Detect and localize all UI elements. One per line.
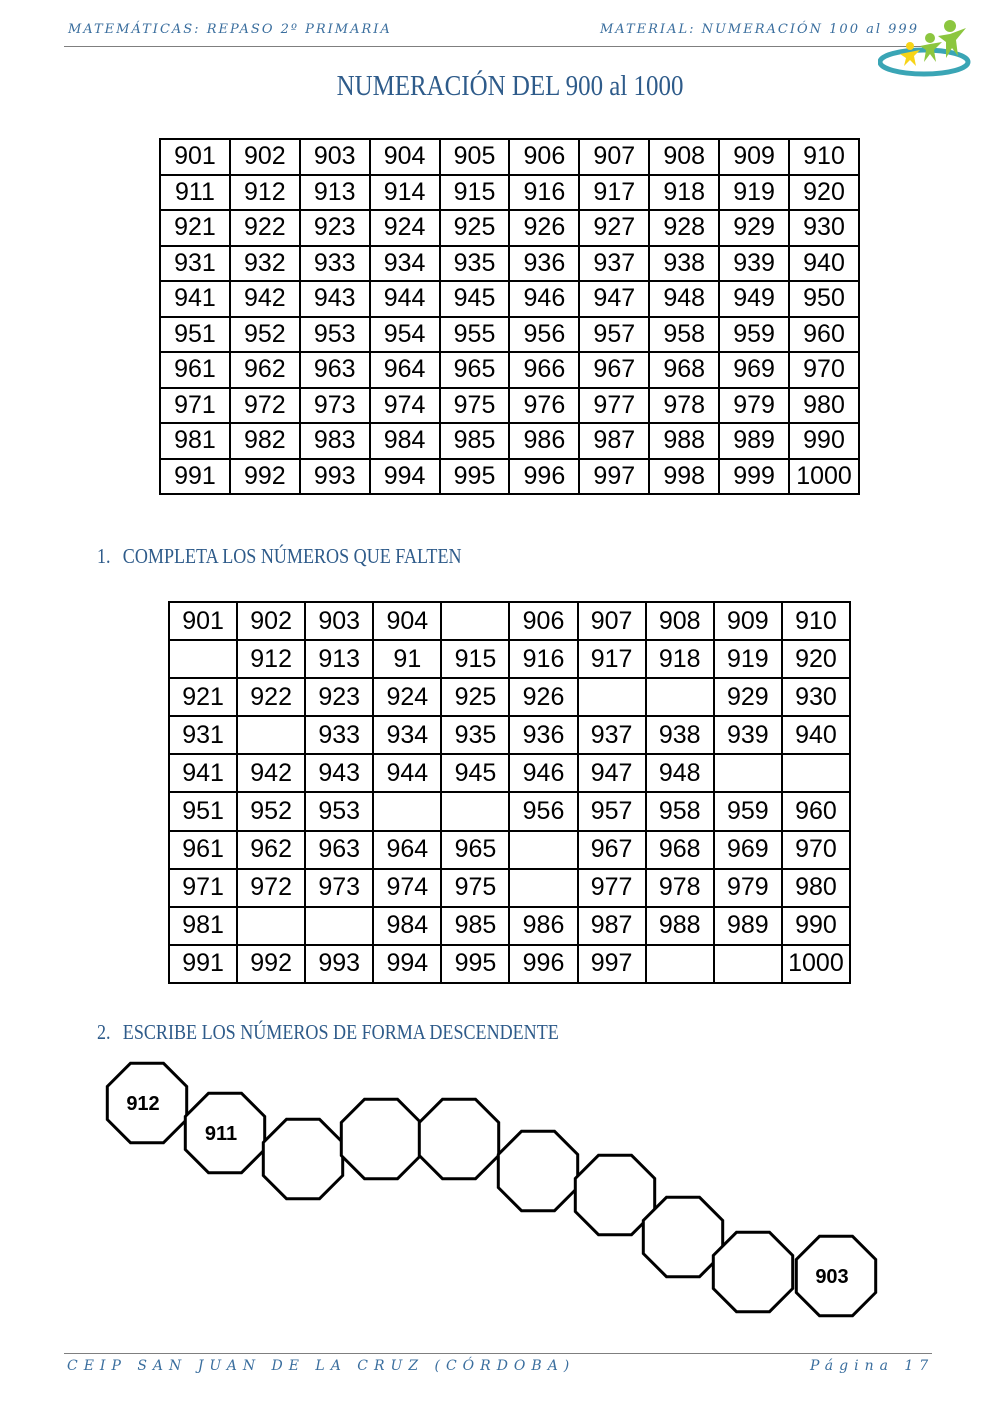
exercise-cell: 939 xyxy=(714,716,782,754)
header-left-text: MATEMÁTICAS: REPASO 2º PRIMARIA xyxy=(68,22,392,37)
grid-cell: 991 xyxy=(160,459,230,495)
exercise-cell: 977 xyxy=(578,869,646,907)
grid-cell: 986 xyxy=(509,423,579,459)
grid-cell: 967 xyxy=(579,352,649,388)
exercise-cell: 992 xyxy=(237,945,305,983)
exercise-cell: 993 xyxy=(305,945,373,983)
exercise-cell: 951 xyxy=(169,792,237,830)
exercise-cell: 990 xyxy=(782,907,850,945)
exercise-cell: 946 xyxy=(509,754,577,792)
footer-page-number: Página 17 xyxy=(810,1358,935,1374)
octagon-blank-shape[interactable] xyxy=(263,1119,342,1198)
grid-cell: 945 xyxy=(440,281,510,317)
exercise-cell: 991 xyxy=(169,945,237,983)
exercise-cell: 907 xyxy=(578,602,646,640)
grid-cell: 999 xyxy=(719,459,789,495)
grid-cell: 954 xyxy=(370,317,440,353)
exercise-2-number: 2. xyxy=(97,1020,111,1044)
exercise-cell: 921 xyxy=(169,678,237,716)
grid-cell: 901 xyxy=(160,139,230,175)
exercise-cell: 968 xyxy=(646,831,714,869)
grid-cell: 905 xyxy=(440,139,510,175)
grid-cell: 911 xyxy=(160,175,230,211)
exercise-cell: 997 xyxy=(578,945,646,983)
exercise-cell: 969 xyxy=(714,831,782,869)
exercise-cell: 973 xyxy=(305,869,373,907)
grid-cell: 971 xyxy=(160,388,230,424)
exercise-cell: 936 xyxy=(509,716,577,754)
grid-cell: 907 xyxy=(579,139,649,175)
exercise-cell: 959 xyxy=(714,792,782,830)
exercise-cell: 961 xyxy=(169,831,237,869)
grid-cell: 997 xyxy=(579,459,649,495)
grid-cell: 998 xyxy=(649,459,719,495)
grid-cell: 985 xyxy=(440,423,510,459)
octagon-blank-shape[interactable] xyxy=(713,1232,792,1311)
exercise-cell: 920 xyxy=(782,640,850,678)
exercise-cell: 912 xyxy=(237,640,305,678)
octagon-blank-shape[interactable] xyxy=(498,1131,577,1210)
grid-cell: 956 xyxy=(509,317,579,353)
grid-cell: 922 xyxy=(230,210,300,246)
exercise-cell: 915 xyxy=(441,640,509,678)
exercise-cell: 996 xyxy=(509,945,577,983)
grid-cell: 972 xyxy=(230,388,300,424)
exercise-cell: 933 xyxy=(305,716,373,754)
grid-cell: 903 xyxy=(300,139,370,175)
exercise-cell: 971 xyxy=(169,869,237,907)
exercise-cell: 901 xyxy=(169,602,237,640)
grid-cell: 914 xyxy=(370,175,440,211)
exercise-cell: 916 xyxy=(509,640,577,678)
grid-cell: 952 xyxy=(230,317,300,353)
exercise-cell: 986 xyxy=(509,907,577,945)
grid-cell: 1000 xyxy=(789,459,859,495)
grid-cell: 934 xyxy=(370,246,440,282)
exercise-cell: 953 xyxy=(305,792,373,830)
exercise-cell: 958 xyxy=(646,792,714,830)
grid-cell: 930 xyxy=(789,210,859,246)
exercise-cell: 964 xyxy=(373,831,441,869)
grid-cell: 912 xyxy=(230,175,300,211)
exercise-cell: 935 xyxy=(441,716,509,754)
grid-cell: 974 xyxy=(370,388,440,424)
grid-cell: 910 xyxy=(789,139,859,175)
exercise-cell: 938 xyxy=(646,716,714,754)
grid-cell: 959 xyxy=(719,317,789,353)
grid-cell: 947 xyxy=(579,281,649,317)
grid-cell: 962 xyxy=(230,352,300,388)
grid-cell: 993 xyxy=(300,459,370,495)
exercise-cell: 972 xyxy=(237,869,305,907)
grid-cell: 958 xyxy=(649,317,719,353)
exercise-cell: 975 xyxy=(441,869,509,907)
grid-cell: 963 xyxy=(300,352,370,388)
grid-cell: 973 xyxy=(300,388,370,424)
exercise-cell: 929 xyxy=(714,678,782,716)
exercise-cell: 904 xyxy=(373,602,441,640)
exercise-cell: 957 xyxy=(578,792,646,830)
grid-cell: 944 xyxy=(370,281,440,317)
exercise-cell: 945 xyxy=(441,754,509,792)
exercise-cell: 985 xyxy=(441,907,509,945)
octagon-label: 903 xyxy=(815,1266,849,1288)
grid-cell: 987 xyxy=(579,423,649,459)
grid-cell: 942 xyxy=(230,281,300,317)
grid-cell: 924 xyxy=(370,210,440,246)
exercise-1-instruction: COMPLETA LOS NÚMEROS QUE FALTEN xyxy=(122,544,462,568)
grid-cell: 931 xyxy=(160,246,230,282)
grid-cell: 994 xyxy=(370,459,440,495)
exercise-cell: 943 xyxy=(305,754,373,792)
octagon-blank-shape[interactable] xyxy=(419,1099,498,1178)
exercise-cell: 906 xyxy=(509,602,577,640)
exercise-cell: 947 xyxy=(578,754,646,792)
exercise-cell: 903 xyxy=(305,602,373,640)
exercise-cell: 962 xyxy=(237,831,305,869)
grid-cell: 926 xyxy=(509,210,579,246)
exercise-cell: 980 xyxy=(782,869,850,907)
grid-cell: 969 xyxy=(719,352,789,388)
grid-cell: 904 xyxy=(370,139,440,175)
exercise-cell: 909 xyxy=(714,602,782,640)
exercise-cell: 926 xyxy=(509,678,577,716)
exercise-cell: 960 xyxy=(782,792,850,830)
exercise-cell: 987 xyxy=(578,907,646,945)
grid-cell: 919 xyxy=(719,175,789,211)
grid-cell: 982 xyxy=(230,423,300,459)
grid-cell: 989 xyxy=(719,423,789,459)
grid-cell: 978 xyxy=(649,388,719,424)
grid-cell: 961 xyxy=(160,352,230,388)
header-right-text: MATERIAL: NUMERACIÓN 100 al 999 xyxy=(600,22,919,37)
exercise-cell: 944 xyxy=(373,754,441,792)
page-title: NUMERACIÓN DEL 900 al 1000 xyxy=(336,70,684,102)
exercise-cell: 902 xyxy=(237,602,305,640)
grid-cell: 913 xyxy=(300,175,370,211)
grid-cell: 940 xyxy=(789,246,859,282)
exercise-cell: 930 xyxy=(782,678,850,716)
grid-cell: 964 xyxy=(370,352,440,388)
grid-cell: 949 xyxy=(719,281,789,317)
grid-cell: 909 xyxy=(719,139,789,175)
grid-cell: 935 xyxy=(440,246,510,282)
exercise-cell: 913 xyxy=(305,640,373,678)
grid-cell: 908 xyxy=(649,139,719,175)
grid-cell: 948 xyxy=(649,281,719,317)
footer-divider xyxy=(64,1353,932,1354)
exercise-cell: 922 xyxy=(237,678,305,716)
grid-cell: 918 xyxy=(649,175,719,211)
exercise-cell: 948 xyxy=(646,754,714,792)
grid-cell: 980 xyxy=(789,388,859,424)
exercise-cell: 956 xyxy=(509,792,577,830)
grid-cell: 960 xyxy=(789,317,859,353)
grid-cell: 916 xyxy=(509,175,579,211)
grid-cell: 902 xyxy=(230,139,300,175)
grid-cell: 981 xyxy=(160,423,230,459)
grid-cell: 936 xyxy=(509,246,579,282)
exercise-cell: 917 xyxy=(578,640,646,678)
grid-cell: 939 xyxy=(719,246,789,282)
exercise-cell: 941 xyxy=(169,754,237,792)
exercise-cell: 940 xyxy=(782,716,850,754)
octagon-blank-shape[interactable] xyxy=(341,1099,420,1178)
octagon-label: 912 xyxy=(126,1093,160,1115)
exercise-cell: 995 xyxy=(441,945,509,983)
exercise-cell: 924 xyxy=(373,678,441,716)
exercise-cell: 942 xyxy=(237,754,305,792)
exercise-cell: 963 xyxy=(305,831,373,869)
grid-cell: 917 xyxy=(579,175,649,211)
octagon-blank-shape[interactable] xyxy=(643,1197,722,1276)
footer-school-name: CEIP SAN JUAN DE LA CRUZ (CÓRDOBA) xyxy=(67,1358,576,1374)
exercise-cell: 1000 xyxy=(782,945,850,983)
grid-cell: 929 xyxy=(719,210,789,246)
exercise-cell: 967 xyxy=(578,831,646,869)
grid-cell: 938 xyxy=(649,246,719,282)
exercise-cell: 989 xyxy=(714,907,782,945)
exercise-1-number: 1. xyxy=(97,544,111,568)
exercise-cell: 984 xyxy=(373,907,441,945)
exercise-cell: 918 xyxy=(646,640,714,678)
exercise-cell: 908 xyxy=(646,602,714,640)
exercise-cell: 970 xyxy=(782,831,850,869)
grid-cell: 970 xyxy=(789,352,859,388)
grid-cell: 923 xyxy=(300,210,370,246)
exercise-cell: 934 xyxy=(373,716,441,754)
exercise-cell: 979 xyxy=(714,869,782,907)
exercise-cell: 965 xyxy=(441,831,509,869)
grid-cell: 968 xyxy=(649,352,719,388)
grid-cell: 943 xyxy=(300,281,370,317)
grid-cell: 951 xyxy=(160,317,230,353)
grid-cell: 933 xyxy=(300,246,370,282)
grid-cell: 988 xyxy=(649,423,719,459)
exercise-cell: 974 xyxy=(373,869,441,907)
exercise-cell: 919 xyxy=(714,640,782,678)
grid-cell: 992 xyxy=(230,459,300,495)
grid-cell: 984 xyxy=(370,423,440,459)
grid-cell: 950 xyxy=(789,281,859,317)
exercise-cell: 910 xyxy=(782,602,850,640)
grid-cell: 976 xyxy=(509,388,579,424)
grid-cell: 937 xyxy=(579,246,649,282)
grid-cell: 946 xyxy=(509,281,579,317)
grid-cell: 906 xyxy=(509,139,579,175)
grid-cell: 928 xyxy=(649,210,719,246)
exercise-cell: 91 xyxy=(373,640,441,678)
grid-cell: 965 xyxy=(440,352,510,388)
grid-cell: 996 xyxy=(509,459,579,495)
grid-cell: 957 xyxy=(579,317,649,353)
exercise-cell: 994 xyxy=(373,945,441,983)
grid-cell: 921 xyxy=(160,210,230,246)
exercise-cell: 923 xyxy=(305,678,373,716)
grid-cell: 995 xyxy=(440,459,510,495)
grid-cell: 990 xyxy=(789,423,859,459)
grid-cell: 941 xyxy=(160,281,230,317)
exercise-cell: 925 xyxy=(441,678,509,716)
grid-cell: 955 xyxy=(440,317,510,353)
grid-cell: 915 xyxy=(440,175,510,211)
grid-cell: 925 xyxy=(440,210,510,246)
exercise-cell: 931 xyxy=(169,716,237,754)
grid-cell: 966 xyxy=(509,352,579,388)
grid-cell: 983 xyxy=(300,423,370,459)
exercise-cell: 952 xyxy=(237,792,305,830)
grid-cell: 953 xyxy=(300,317,370,353)
grid-cell: 927 xyxy=(579,210,649,246)
exercise-cell: 981 xyxy=(169,907,237,945)
exercise-cell: 988 xyxy=(646,907,714,945)
grid-cell: 979 xyxy=(719,388,789,424)
exercise-cell: 937 xyxy=(578,716,646,754)
octagon-label: 911 xyxy=(204,1123,238,1145)
exercise-cell: 978 xyxy=(646,869,714,907)
grid-cell: 920 xyxy=(789,175,859,211)
grid-cell: 975 xyxy=(440,388,510,424)
grid-cell: 932 xyxy=(230,246,300,282)
exercise-2-instruction: ESCRIBE LOS NÚMEROS DE FORMA DESCENDENTE xyxy=(122,1020,559,1044)
grid-cell: 977 xyxy=(579,388,649,424)
